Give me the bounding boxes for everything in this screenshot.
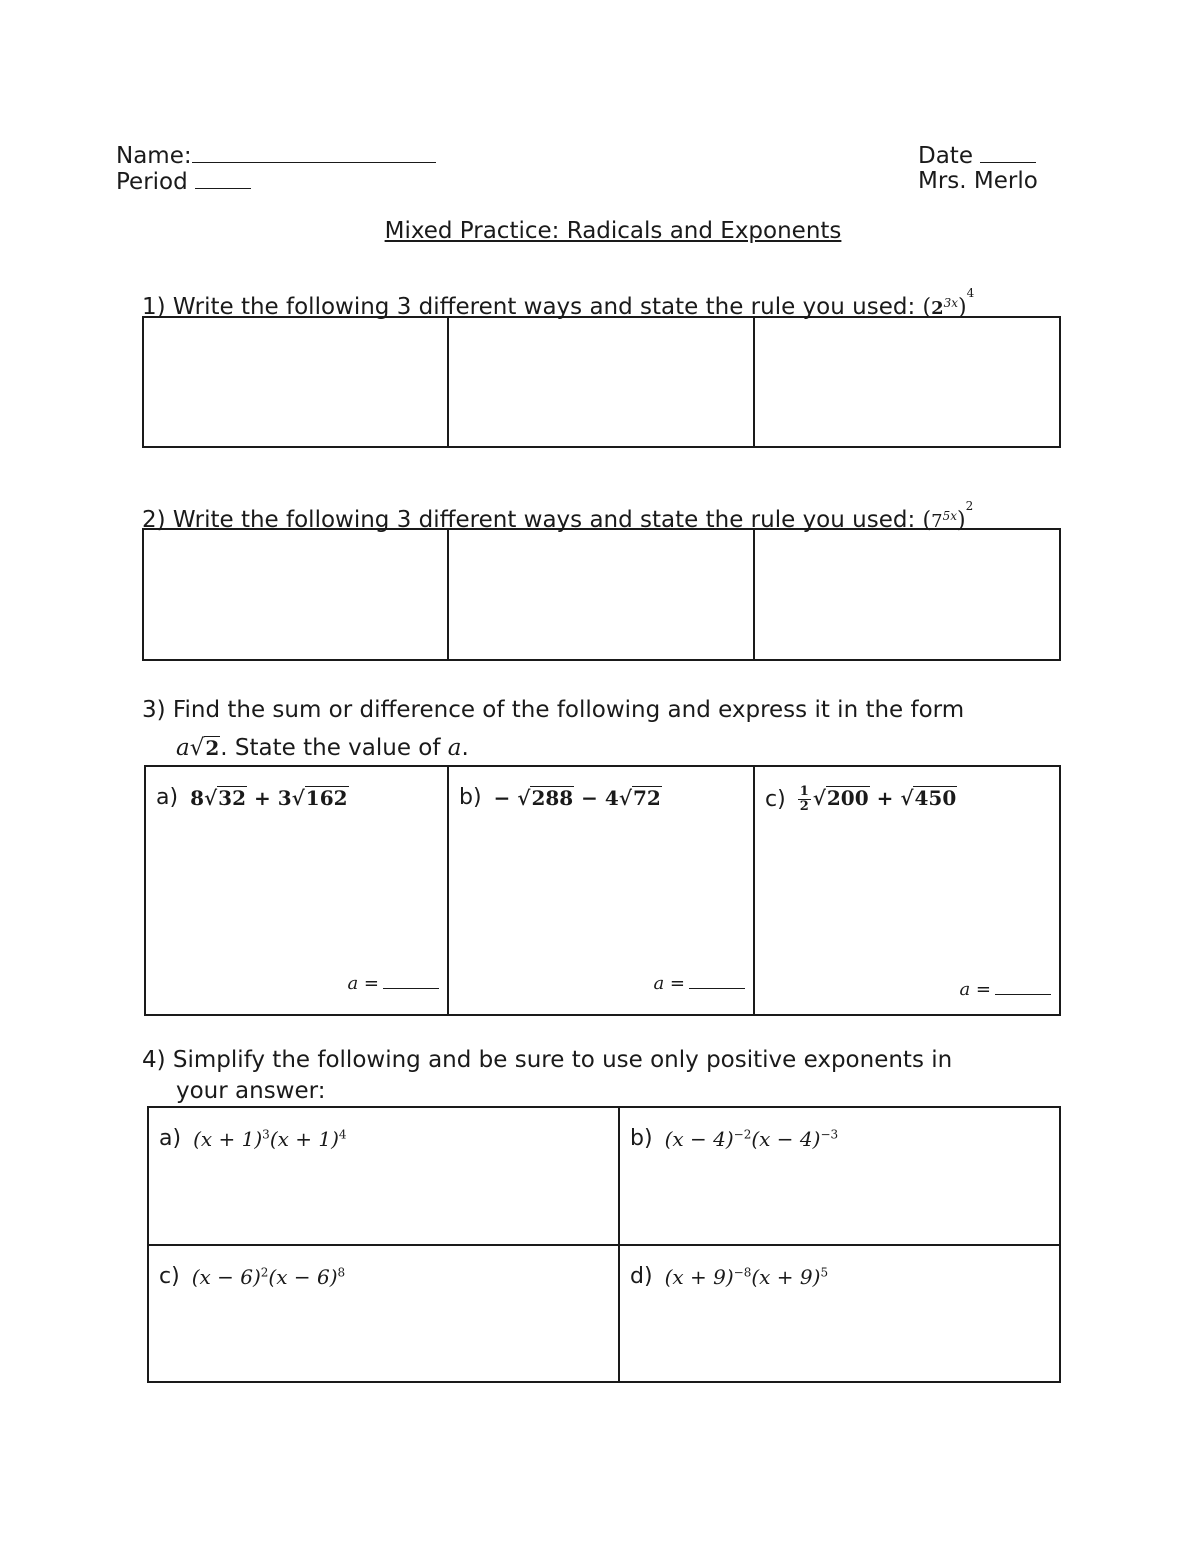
q4-prompt-line-2: your answer:	[176, 1078, 326, 1104]
q1-answer-table	[142, 316, 1061, 448]
q1-answer-box-1[interactable]	[144, 318, 449, 446]
q3-part-a-answer[interactable]: a =	[347, 973, 439, 994]
q4-problem-table	[147, 1106, 1061, 1383]
q3-part-c-answer[interactable]: a =	[959, 979, 1051, 1000]
q1-answer-box-2[interactable]	[449, 318, 755, 446]
q2-answer-box-3[interactable]	[755, 530, 1059, 659]
q2-text: 2) Write the following 3 different ways and state the rule you used:	[142, 507, 916, 533]
q3-part-c-problem: c) $\frac{1}{2}$ √200 + √450	[765, 784, 957, 814]
date-label: Date	[918, 143, 973, 169]
teacher-name: Mrs. Merlo	[918, 168, 1038, 194]
date-blank[interactable]	[980, 142, 1036, 163]
q2-answer-box-2[interactable]	[449, 530, 755, 659]
q4-part-c-problem: c) $(x - 6)^2(x - 6)^8$	[159, 1264, 346, 1289]
q3-prompt-line-1: 3) Find the sum or difference of the following and express it in the form	[142, 697, 965, 723]
q4-part-c[interactable]	[149, 1246, 620, 1381]
q2-answer-box-1[interactable]	[144, 530, 449, 659]
q4-part-d[interactable]	[620, 1246, 1059, 1381]
period-label: Period	[116, 169, 188, 195]
q4-part-a[interactable]	[149, 1108, 620, 1246]
q1-expression: $(2^{3x})^4$	[922, 286, 975, 320]
q4-part-b[interactable]	[620, 1108, 1059, 1246]
period-blank[interactable]	[195, 168, 251, 189]
q3-part-a[interactable]	[146, 767, 449, 1014]
q2-expression: $(7^{5x})^2$	[922, 499, 974, 533]
q4-part-d-problem: d) $(x + 9)^{-8}(x + 9)^5$	[630, 1264, 829, 1289]
q3-part-c[interactable]	[755, 767, 1059, 1014]
name-blank[interactable]	[192, 142, 436, 163]
q1-answer-box-3[interactable]	[755, 318, 1059, 446]
q3-part-a-problem: a) 8√32 + 3√162	[156, 785, 348, 810]
q1-text: 1) Write the following 3 different ways and state the rule you used:	[142, 294, 916, 320]
q4-part-a-problem: a) $(x + 1)^3(x + 1)^4$	[159, 1126, 347, 1151]
q3-part-b-answer[interactable]: a =	[653, 973, 745, 994]
name-label: Name:	[116, 143, 192, 169]
q3-part-b-problem: b) − √288 − 4√72	[459, 785, 661, 810]
q4-prompt-line-1: 4) Simplify the following and be sure to use only positive exponents in	[142, 1047, 953, 1073]
q3-prompt-line-2: a√2. State the value of a.	[176, 735, 469, 761]
date-field[interactable]	[918, 142, 1036, 169]
q2-answer-table	[142, 528, 1061, 661]
name-field[interactable]	[116, 142, 436, 169]
q4-part-b-problem: b) $(x - 4)^{-2}(x - 4)^{-3}$	[630, 1126, 839, 1151]
worksheet-title: Mixed Practice: Radicals and Exponents	[384, 218, 842, 244]
q3-part-b[interactable]	[449, 767, 755, 1014]
q3-problem-table	[144, 765, 1061, 1016]
period-field[interactable]	[116, 168, 251, 195]
